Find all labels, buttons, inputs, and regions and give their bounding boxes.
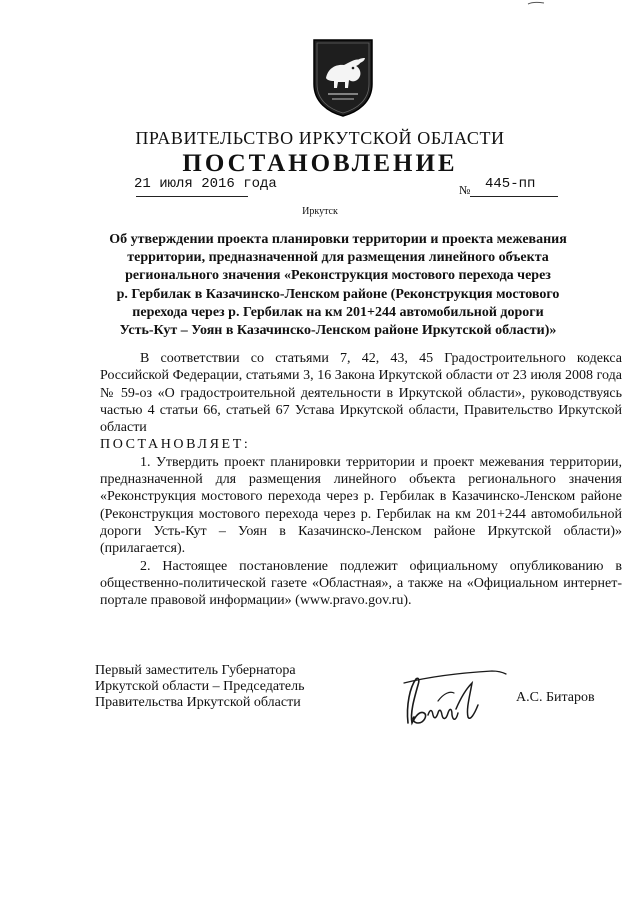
position-line: Иркутской области – Председатель xyxy=(95,678,305,694)
preamble-paragraph: В соответствии со статьями 7, 42, 43, 45 Градостроительного кодекса Российской Федерации, статьями 3, 16 Закона Иркутской области от 23 июля 2008 года № 59-оз «О градостроительной деятельности в Иркутской области», руководствуясь частью 4 статьи 66, статьей 67 Устава Иркутской области, Правительство Иркутской области xyxy=(100,351,622,436)
heading-line: Об утверждении проекта планировки территории и проекта межевания xyxy=(109,232,567,247)
document-title: ПОСТАНОВЛЕНИЕ xyxy=(182,150,458,177)
coat-of-arms-icon xyxy=(312,38,374,118)
signatory-position xyxy=(95,663,304,710)
position-line: Правительства Иркутской области xyxy=(95,694,301,710)
government-name: ПРАВИТЕЛЬСТВО ИРКУТСКОЙ ОБЛАСТИ xyxy=(135,128,505,148)
document-number: 445-пп xyxy=(485,176,536,192)
date-underline xyxy=(136,196,248,197)
position-line: Первый заместитель Губернатора xyxy=(95,663,296,678)
heading-line: регионального значения «Реконструкция мостового перехода через xyxy=(125,268,551,284)
document-heading xyxy=(100,231,576,340)
document-body xyxy=(100,350,622,609)
number-underline xyxy=(470,196,558,197)
heading-line: р. Гербилак в Казачинско-Ленском районе (Реконструкция мостового xyxy=(116,286,560,302)
heading-line: перехода через р. Гербилак на км 201+244 автомобильной дороги xyxy=(132,304,544,320)
item-1-paragraph: 1. Утвердить проект планировки территории и проект межевания территории, предназначенной для размещения линейного объекта регионального значения «Реконструкция мостового перехода через р. Гербилак в Казачинско-Ленском районе (Реконструкция мостового перехода через р. Гербилак на км 201+244 автомобильной дороги Усть-Кут – Уоян в Казачинско-Ленском районе Иркутской области)» (прилагается). xyxy=(100,454,622,557)
handwritten-signature xyxy=(398,665,516,733)
document-city: Иркутск xyxy=(302,206,338,217)
item-2-paragraph: 2. Настоящее постановление подлежит официальному опубликованию в общественно-политической газете «Областная», а также на «Официальном интернет-портале правовой информации» (www.pravo.gov.ru). xyxy=(100,558,622,609)
document-date: 21 июля 2016 года xyxy=(134,176,277,192)
heading-line: Усть-Кут – Уоян в Казачинско-Ленском районе Иркутской области)» xyxy=(119,323,557,339)
heading-line: территории, предназначенной для размещения линейного объекта xyxy=(127,250,549,266)
resolves-word: ПОСТАНОВЛЯЕТ: xyxy=(100,437,251,453)
scan-mark xyxy=(526,0,546,6)
signatory-name: А.С. Битаров xyxy=(516,690,595,705)
number-sign: № xyxy=(459,183,471,197)
